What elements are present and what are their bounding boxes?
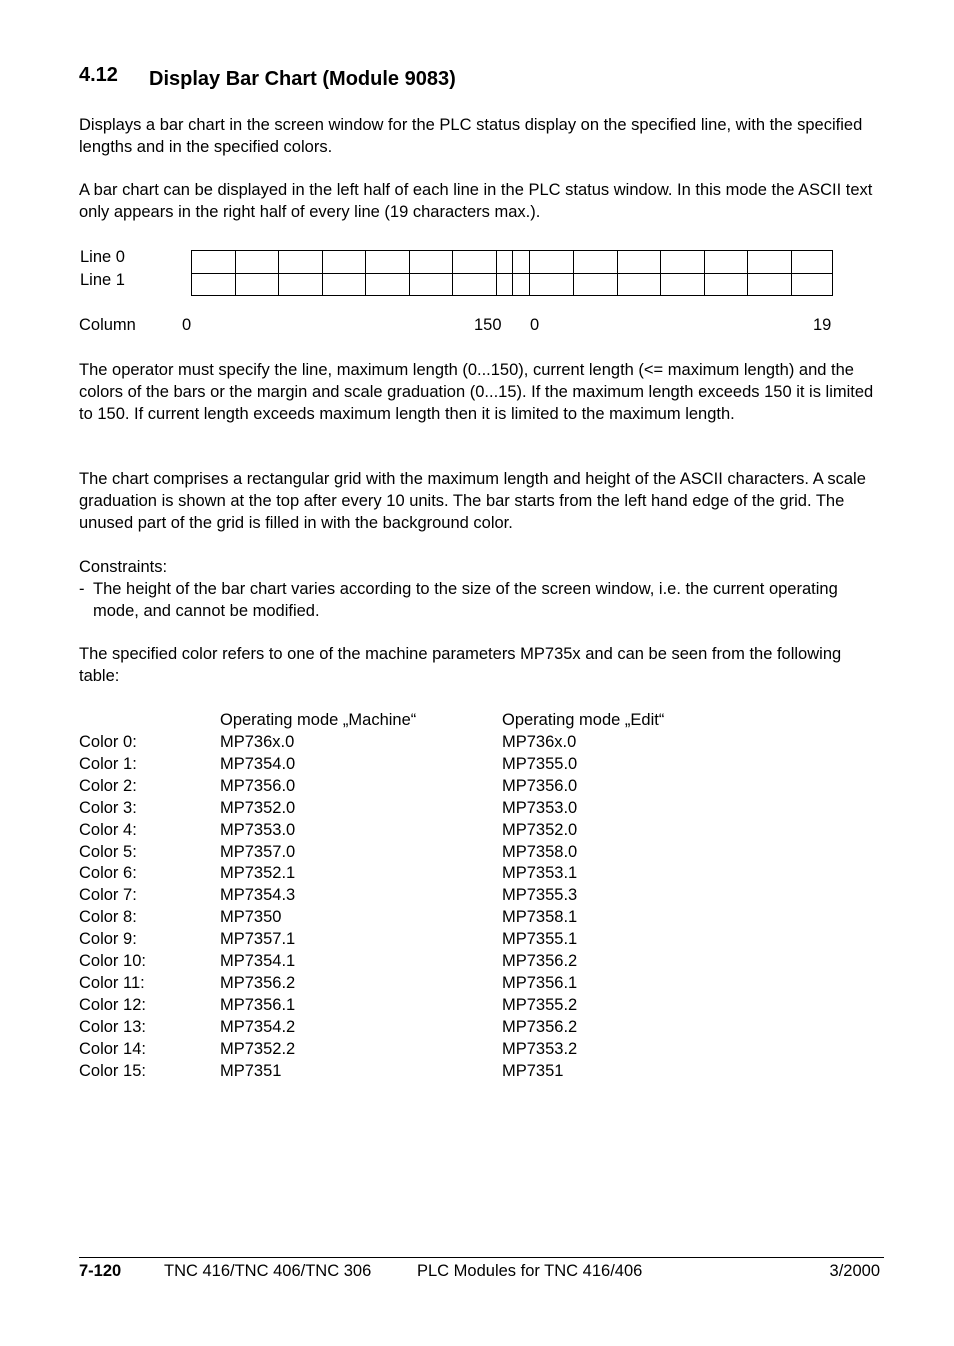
- grid-column-line: [452, 251, 453, 295]
- constraints-label: Constraints:: [79, 558, 168, 576]
- color-table-row: [79, 841, 779, 863]
- machine-param: MP7353.0: [220, 820, 296, 839]
- edit-param: MP7356.1: [502, 973, 578, 992]
- color-name: Color 6:: [79, 864, 137, 883]
- color-table-row: [79, 1038, 779, 1060]
- row-label-line-1: Line 1: [80, 271, 125, 289]
- footer-rule: [79, 1257, 884, 1258]
- color-table-row: [79, 994, 779, 1016]
- grid-column-line: [409, 251, 410, 295]
- color-name: Color 13:: [79, 1017, 146, 1036]
- paragraph-color: The specified color refers to one of the machine parameters MP735x and can be seen from the following table:: [79, 645, 842, 685]
- footer-product: TNC 416/TNC 406/TNC 306: [164, 1262, 372, 1280]
- color-name: Color 0:: [79, 733, 137, 751]
- edit-param: MP7355.2: [502, 995, 578, 1014]
- color-name: Color 9:: [79, 930, 137, 949]
- color-name: Color 12:: [79, 995, 146, 1014]
- header-machine: Operating mode „Machine“: [220, 711, 417, 729]
- machine-param: MP7352.2: [220, 1039, 296, 1058]
- edit-param: MP7358.1: [502, 908, 578, 927]
- color-name: Color 10:: [79, 952, 146, 970]
- edit-param: MP7358.0: [502, 842, 578, 861]
- grid-column-line: [278, 251, 279, 295]
- color-table-row: [79, 928, 779, 950]
- color-name: Color 7:: [79, 886, 137, 905]
- footer-manual: PLC Modules for TNC 416/406: [417, 1262, 643, 1280]
- footer-page-number: 7-120: [79, 1262, 122, 1280]
- color-name: Color 15:: [79, 1061, 146, 1080]
- column-label: Column: [79, 316, 136, 334]
- edit-param: MP7355.0: [502, 754, 578, 773]
- edit-param: MP7353.0: [502, 798, 578, 817]
- column-right-start: 0: [530, 316, 540, 334]
- grid-column-line: [617, 251, 618, 295]
- color-table-row: [79, 950, 779, 972]
- grid-column-line: [496, 251, 497, 295]
- machine-param: MP7354.3: [220, 886, 296, 905]
- machine-param: MP7356.0: [220, 776, 296, 795]
- edit-param: MP7356.2: [502, 952, 578, 970]
- grid-column-line: [529, 251, 530, 295]
- color-name: Color 4:: [79, 820, 137, 839]
- edit-param: MP7355.1: [502, 930, 578, 949]
- edit-param: MP7353.1: [502, 864, 578, 883]
- color-table-row: [79, 906, 779, 928]
- color-table-row: [79, 731, 779, 753]
- edit-param: MP7353.2: [502, 1039, 578, 1058]
- intro-paragraph-2: A bar chart can be displayed in the left half of each line in the PLC status window. In this mode the ASCII text only appears in the right half of every line (19 characters max.).: [79, 181, 873, 221]
- machine-param: MP7354.1: [220, 952, 296, 970]
- edit-param: MP736x.0: [502, 733, 577, 751]
- edit-param: MP7356.0: [502, 776, 578, 795]
- machine-param: MP7350: [220, 908, 282, 927]
- edit-param: MP7352.0: [502, 820, 578, 839]
- grid-column-line: [747, 251, 748, 295]
- edit-param: MP7356.2: [502, 1017, 578, 1036]
- machine-param: MP7354.2: [220, 1017, 296, 1036]
- machine-param: MP7356.2: [220, 973, 296, 992]
- color-name: Color 2:: [79, 776, 137, 795]
- machine-param: MP7352.1: [220, 864, 296, 883]
- color-name: Color 3:: [79, 798, 137, 817]
- column-left-end: 150: [474, 316, 502, 334]
- color-table-row: [79, 775, 779, 797]
- grid-column-line: [791, 251, 792, 295]
- edit-param: MP7355.3: [502, 886, 578, 905]
- color-name: Color 5:: [79, 842, 137, 861]
- section-title: Display Bar Chart (Module 9083): [149, 68, 456, 90]
- row-label-line-0: Line 0: [80, 248, 125, 266]
- machine-param: MP7352.0: [220, 798, 296, 817]
- grid-column-line: [322, 251, 323, 295]
- machine-param: MP736x.0: [220, 733, 295, 751]
- constraint-item: The height of the bar chart varies according to the size of the screen window, i.e. the current operating mode, and cannot be modified.: [93, 580, 838, 620]
- paragraph-chart: The chart comprises a rectangular grid with the maximum length and height of the ASCII characters. A scale graduation is shown at the top after every 10 units. The bar starts from the left hand edge of the grid. The unused part of the grid is filled in with the background color.: [79, 470, 866, 532]
- grid-column-line: [512, 251, 513, 295]
- machine-param: MP7354.0: [220, 754, 296, 773]
- machine-param: MP7351: [220, 1061, 282, 1080]
- color-table-row: [79, 1016, 779, 1038]
- grid-column-line: [365, 251, 366, 295]
- color-table-row: [79, 972, 779, 994]
- color-table-header: [79, 709, 779, 731]
- grid-column-line: [573, 251, 574, 295]
- color-table-row: [79, 819, 779, 841]
- section-number: 4.12: [79, 64, 118, 86]
- color-table-row: [79, 1060, 779, 1082]
- machine-param: MP7357.0: [220, 842, 296, 861]
- intro-paragraph-1: Displays a bar chart in the screen window for the PLC status display on the specified line, with the specified lengths and in the specified colors.: [79, 116, 863, 156]
- color-name: Color 1:: [79, 754, 137, 773]
- color-name: Color 14:: [79, 1039, 146, 1058]
- grid-column-line: [660, 251, 661, 295]
- paragraph-operator: The operator must specify the line, maximum length (0...150), current length (<= maximum length) and the colors of the bars or the margin and scale graduation (0...15). If the maximum length exceeds 150 it is limited to 150. If current length exceeds maximum length then it is limited to the maximum length.: [79, 361, 874, 423]
- column-left-start: 0: [182, 316, 192, 334]
- color-name: Color 11:: [79, 973, 145, 992]
- header-edit: Operating mode „Edit“: [502, 711, 665, 729]
- color-table-row: [79, 753, 779, 775]
- edit-param: MP7351: [502, 1061, 564, 1080]
- color-name: Color 8:: [79, 908, 137, 927]
- column-right-end: 19: [813, 316, 832, 334]
- grid-column-line: [704, 251, 705, 295]
- constraint-dash: -: [79, 580, 85, 598]
- footer-date: 3/2000: [829, 1262, 880, 1280]
- bar-chart-grid: [191, 250, 833, 296]
- color-table-row: [79, 862, 779, 884]
- grid-column-line: [235, 251, 236, 295]
- machine-param: MP7357.1: [220, 930, 296, 949]
- color-table-row: [79, 797, 779, 819]
- color-table-row: [79, 884, 779, 906]
- machine-param: MP7356.1: [220, 995, 296, 1014]
